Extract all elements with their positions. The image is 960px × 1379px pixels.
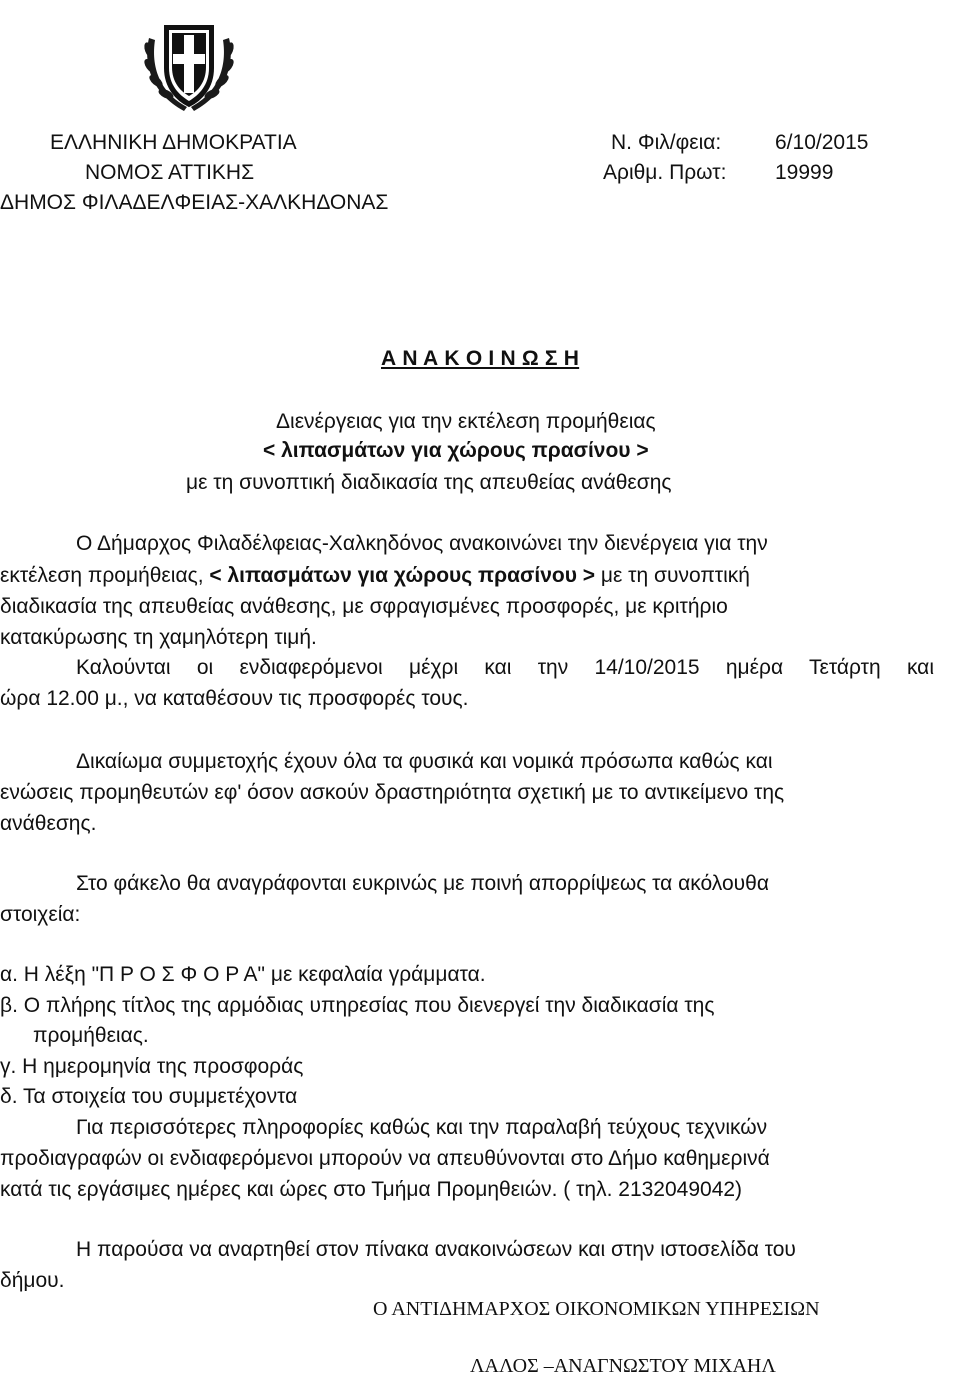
document-title: Α Ν Α Κ Ο Ι Ν Ω Σ Η <box>381 347 580 370</box>
header-municipality: ΔΗΜΟΣ ΦΙΛΑΔΕΛΦΕΙΑΣ-ΧΑΛΚΗΔΟΝΑΣ <box>0 191 389 214</box>
header-country: ΕΛΛΗΝΙΚΗ ΔΗΜΟΚΡΑΤΙΑ <box>50 131 297 154</box>
posting-line-2: δήμου. <box>0 1269 65 1292</box>
list-item-b: β. Ο πλήρης τίτλος της αρμόδιας υπηρεσίας που διενεργεί την διαδικασία της <box>0 994 715 1017</box>
paragraph-3-line-2: ενώσεις προμηθευτών εφ' όσον ασκούν δραστηριότητα σχετική με το αντικείμενο της <box>0 781 785 804</box>
info-line-1: Για περισσότερες πληροφορίες καθώς και την παραλαβή τεύχους τεχνικών <box>76 1116 768 1139</box>
paragraph-3-line-3: ανάθεσης. <box>0 812 97 835</box>
coat-of-arms-emblem <box>139 8 239 118</box>
paragraph-2-line-1: Καλούνται οι ενδιαφερόμενοι μέχρι και την 14/10/2015 ημέρα Τετάρτη και <box>76 656 934 679</box>
protocol-label: Αριθμ. Πρωτ: <box>603 161 727 184</box>
paragraph-1-line-4: κατακύρωσης τη χαμηλότερη τιμή. <box>0 626 317 649</box>
date-label: Ν. Φιλ/φεια: <box>611 131 722 154</box>
paragraph-4-line-2: στοιχεία: <box>0 903 81 926</box>
paragraph-2-line-2: ώρα 12.00 μ., να καταθέσουν τις προσφορές τους. <box>0 687 469 710</box>
date-value: 6/10/2015 <box>775 131 869 154</box>
paragraph-1-product: < λιπασμάτων για χώρους πρασίνου > <box>209 564 596 587</box>
info-line-2: προδιαγραφών οι ενδιαφερόμενοι μπορούν να απευθύνονται στο Δήμο καθημερινά <box>0 1147 770 1170</box>
protocol-value: 19999 <box>775 161 834 184</box>
paragraph-1-line-1: Ο Δήμαρχος Φιλαδέλφειας-Χαλκηδόνος ανακοινώνει την διενέργεια για την <box>76 532 768 555</box>
signature-name: ΛΑΛΟΣ –ΑΝΑΓΝΩΣΤΟΥ ΜΙΧΑΗΛ <box>470 1355 776 1377</box>
paragraph-1-text-c: με τη συνοπτική <box>600 564 750 587</box>
list-item-b-continuation: προμήθειας. <box>33 1024 149 1047</box>
info-line-3: κατά τις εργάσιμες ημέρες και ώρες στο Τμήμα Προμηθειών. ( τηλ. 2132049042) <box>0 1178 743 1201</box>
list-item-a: α. Η λέξη "Π Ρ Ο Σ Φ Ο Ρ Α" με κεφαλαία γράμματα. <box>0 963 486 986</box>
subtitle-line-3: με τη συνοπτική διαδικασία της απευθείας ανάθεσης <box>186 471 672 494</box>
paragraph-1-line-3: διαδικασία της απευθείας ανάθεσης, με σφραγισμένες προσφορές, με κριτήριο <box>0 595 728 618</box>
paragraph-4-line-1: Στο φάκελο θα αναγράφονται ευκρινώς με ποινή απορρίψεως τα ακόλουθα <box>76 872 769 895</box>
list-item-c: γ. Η ημερομηνία της προσφοράς <box>0 1055 304 1078</box>
subtitle-line-2: < λιπασμάτων για χώρους πρασίνου > <box>263 439 649 462</box>
paragraph-1-line-2 <box>0 564 750 588</box>
list-item-d: δ. Τα στοιχεία του συμμετέχοντα <box>0 1085 298 1108</box>
header-prefecture: ΝΟΜΟΣ ΑΤΤΙΚΗΣ <box>85 161 255 184</box>
paragraph-3-line-1: Δικαίωμα συμμετοχής έχουν όλα τα φυσικά και νομικά πρόσωπα καθώς και <box>76 750 773 773</box>
signature-role: Ο ΑΝΤΙΔΗΜΑΡΧΟΣ ΟΙΚΟΝΟΜΙΚΩΝ ΥΠΗΡΕΣΙΩΝ <box>373 1298 820 1320</box>
subtitle-line-1: Διενέργειας για την εκτέλεση προμήθειας <box>276 410 656 433</box>
paragraph-1-text-a: εκτέλεση προμήθειας, <box>0 564 204 587</box>
posting-line-1: Η παρούσα να αναρτηθεί στον πίνακα ανακοινώσεων και στην ιστοσελίδα του <box>76 1238 796 1261</box>
